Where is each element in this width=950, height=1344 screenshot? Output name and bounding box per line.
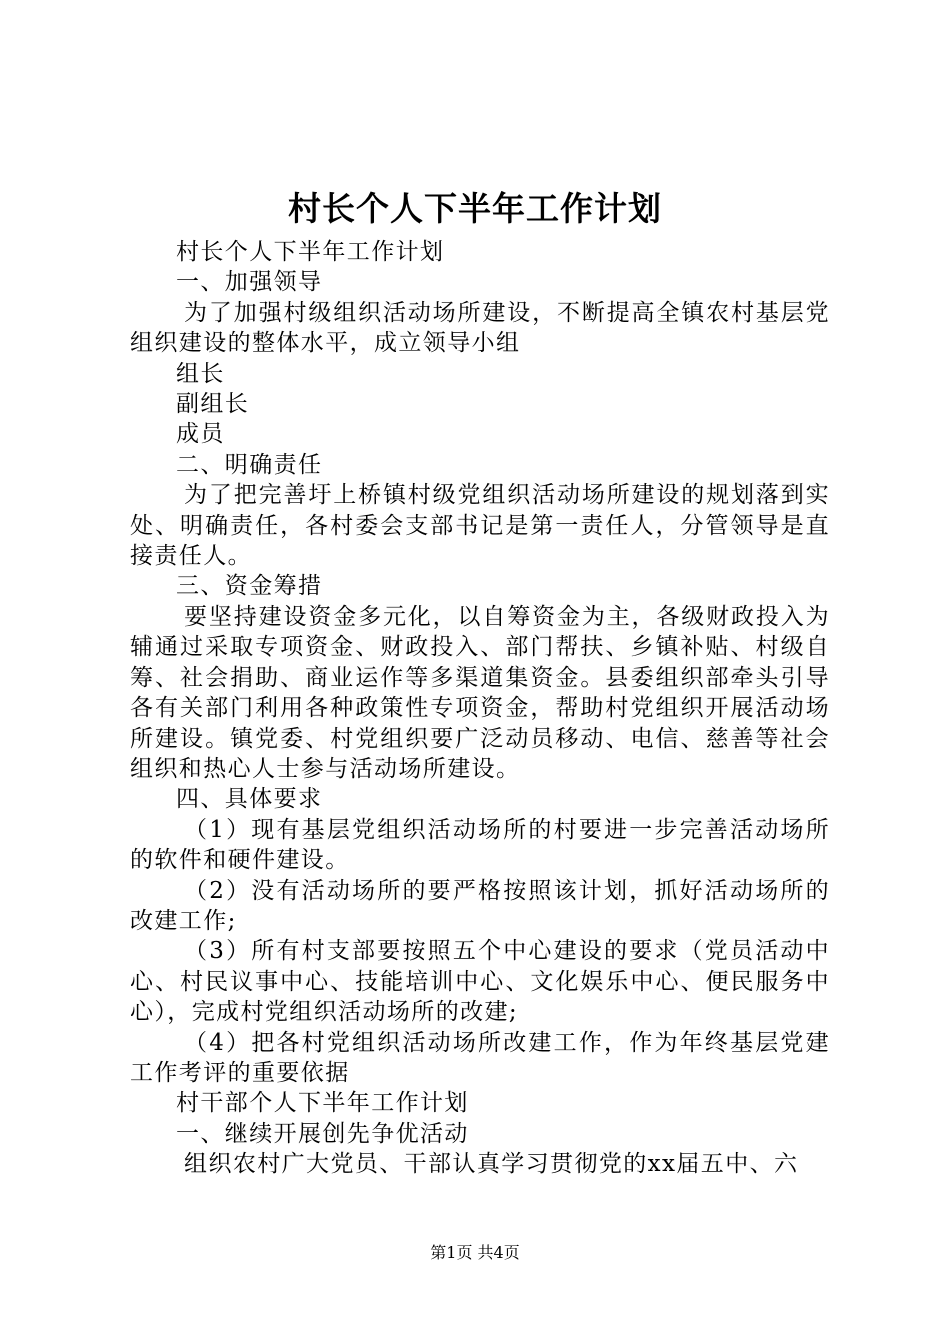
- section-heading: 三、资金筹措: [176, 573, 323, 600]
- paragraph: 副组长: [176, 391, 250, 418]
- paragraph: 要坚持建设资金多元化，以自筹资金为主，各级财政投入为辅通过采取专项资金、财政投入、部门帮扶、乡镇补贴、村级自筹、社会捐助、商业运作等多渠道集资金。县委组织部牵头引导各有关部门利用各种政策性专项资金，帮助村党组织开展活动场所建设。镇党委、村党组织要广泛动员移动、电信、慈善等社会组织和热心人士参与活动场所建设。: [130, 603, 830, 782]
- paragraph: 村长个人下半年工作计划: [176, 239, 445, 265]
- list-item: （3）所有村支部要按照五个中心建设的要求（党员活动中心、村民议事中心、技能培训中心、文化娱乐中心、便民服务中心），完成村党组织活动场所的改建;: [130, 938, 830, 1026]
- section-heading: 四、具体要求: [176, 786, 323, 813]
- list-item: （4）把各村党组织活动场所改建工作，作为年终基层党建工作考评的重要依据: [130, 1029, 830, 1086]
- section-heading: 一、加强领导: [176, 269, 323, 296]
- document-body: [130, 237, 830, 1180]
- paragraph: 为了加强村级组织活动场所建设，不断提高全镇农村基层党组织建设的整体水平，成立领导小组: [130, 299, 830, 357]
- paragraph: 村干部个人下半年工作计划: [176, 1090, 469, 1117]
- section-heading: 二、明确责任: [176, 451, 323, 478]
- list-item: （1）现有基层党组织活动场所的村要进一步完善活动场所的软件和硬件建设。: [130, 816, 830, 874]
- page-number: 第1页 共4页: [430, 1243, 520, 1262]
- paragraph: 组长: [176, 360, 225, 387]
- paragraph: 成员: [176, 421, 225, 448]
- paragraph: 组织农村广大党员、干部认真学习贯彻党的xx届五中、六: [184, 1151, 799, 1178]
- list-item: （2）没有活动场所的要严格按照该计划，抓好活动场所的改建工作;: [130, 877, 830, 934]
- section-heading: 一、继续开展创先争优活动: [176, 1120, 469, 1147]
- paragraph: 为了把完善圩上桥镇村级党组织活动场所建设的规划落到实处、明确责任，各村委会支部书记是第一责任人，分管领导是直接责任人。: [130, 482, 830, 570]
- document-title: 村长个人下半年工作计划: [288, 189, 662, 228]
